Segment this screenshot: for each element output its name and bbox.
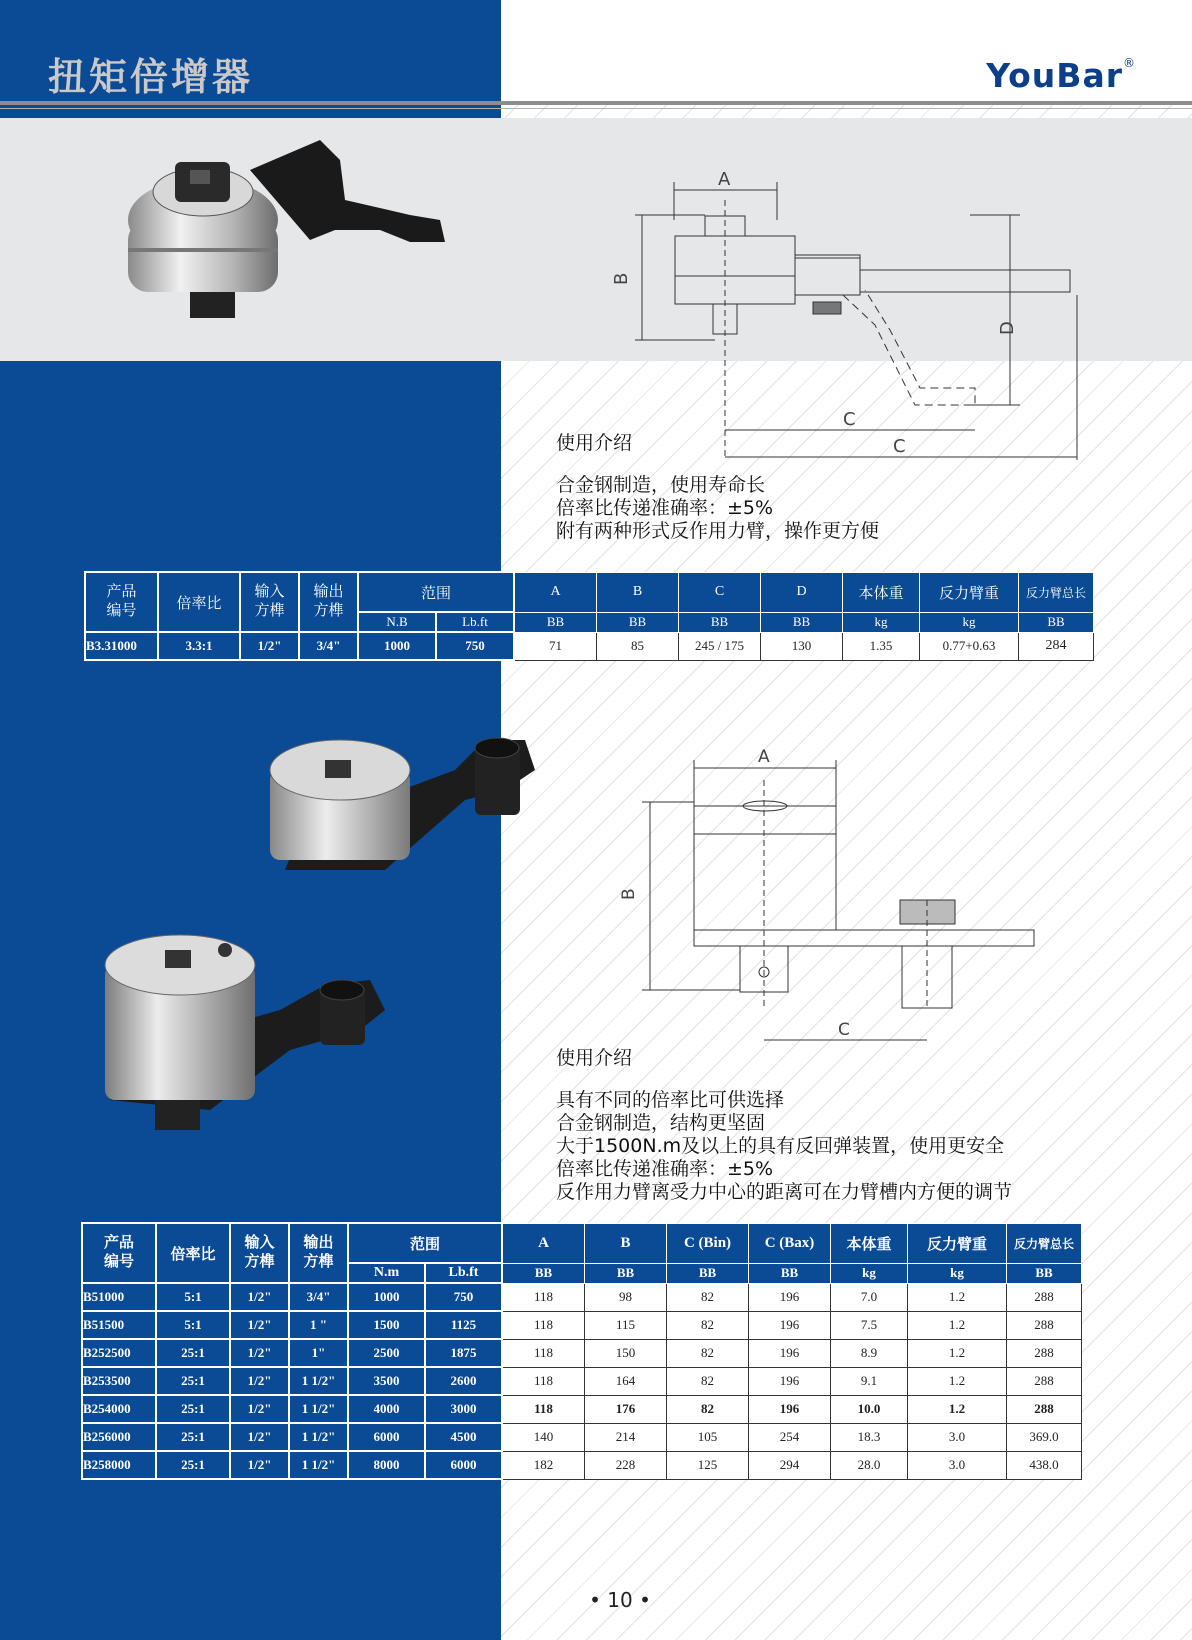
dim-label-a: A	[758, 747, 770, 767]
cell: 214	[585, 1423, 667, 1451]
cell: 8.9	[831, 1339, 908, 1367]
cell: 9.1	[831, 1367, 908, 1395]
page-title: 扭矩倍增器	[48, 55, 254, 99]
cell: 1 1/2"	[289, 1395, 348, 1423]
cell: 294	[749, 1451, 831, 1479]
col-c-max: C (Bax)	[749, 1223, 831, 1263]
usage-line: 大于1500N.m及以上的具有反回弹装置，使用更安全	[556, 1135, 1005, 1157]
cell: 3500	[348, 1367, 425, 1395]
unit: BB	[679, 612, 761, 632]
usage-intro-1	[556, 432, 879, 543]
cell: 8000	[348, 1451, 425, 1479]
cell: 750	[425, 1283, 502, 1311]
header-rule	[0, 101, 1192, 105]
cell: 25:1	[156, 1367, 230, 1395]
col-c: C	[679, 572, 761, 612]
cell: 5:1	[156, 1311, 230, 1339]
dim-label-a: A	[718, 169, 731, 190]
cell: B256000	[82, 1423, 156, 1451]
dim-label-b: B	[611, 272, 632, 285]
cell: 25:1	[156, 1451, 230, 1479]
dimension-drawing-1	[611, 160, 1085, 470]
cell: 28.0	[831, 1451, 908, 1479]
dimension-drawing-2	[619, 747, 1040, 1050]
usage-heading: 使用介绍	[556, 1047, 633, 1069]
table-row	[82, 1423, 1082, 1451]
cell: 1.2	[908, 1367, 1007, 1395]
col-a: A	[514, 572, 597, 612]
unit: BB	[1007, 1263, 1082, 1283]
table-row	[82, 1311, 1082, 1339]
col-b: B	[597, 572, 679, 612]
page-number: • 10 •	[589, 1588, 651, 1612]
cell: 196	[749, 1395, 831, 1423]
col-nm: N.B	[358, 612, 436, 632]
cell: 3/4"	[289, 1283, 348, 1311]
cell: 82	[667, 1339, 749, 1367]
cell: 1 1/2"	[289, 1423, 348, 1451]
cell: 196	[749, 1283, 831, 1311]
col-code: 产品 编号	[85, 572, 158, 632]
unit: BB	[761, 612, 843, 632]
cell: 150	[585, 1339, 667, 1367]
cell: 0.77+0.63	[920, 632, 1019, 660]
usage-line: 合金钢制造，结构更坚固	[556, 1112, 766, 1134]
col-lbft: Lb.ft	[425, 1263, 502, 1283]
unit: kg	[843, 612, 920, 632]
dim-label-b: B	[619, 888, 639, 900]
cell: 82	[667, 1367, 749, 1395]
cell: 25:1	[156, 1395, 230, 1423]
spec-table-2	[81, 1222, 1082, 1480]
usage-heading: 使用介绍	[556, 432, 633, 454]
cell: 1/2"	[230, 1423, 289, 1451]
dim-label-c1: C	[843, 409, 856, 430]
col-arm-weight: 反力臂重	[908, 1223, 1007, 1263]
cell: 1/2"	[230, 1451, 289, 1479]
cell: 82	[667, 1283, 749, 1311]
usage-line: 倍率比传递准确率：±5%	[556, 1158, 774, 1180]
product-photo-2	[265, 730, 555, 890]
unit: BB	[667, 1263, 749, 1283]
cell: 1/2"	[230, 1311, 289, 1339]
table-row	[82, 1451, 1082, 1479]
cell: 3/4"	[299, 632, 358, 660]
col-ratio: 倍率比	[158, 572, 240, 632]
cell: 1125	[425, 1311, 502, 1339]
cell: 1500	[348, 1311, 425, 1339]
table-row	[85, 632, 1094, 660]
cell: 1.2	[908, 1311, 1007, 1339]
cell: 245 / 175	[679, 632, 761, 660]
cell: 288	[1007, 1283, 1082, 1311]
cell: 118	[502, 1311, 585, 1339]
col-code: 产品 编号	[82, 1223, 156, 1283]
cell: 25:1	[156, 1339, 230, 1367]
usage-line: 倍率比传递准确率：±5%	[556, 497, 774, 519]
usage-intro-2	[556, 1047, 1012, 1204]
brand-logo: YouBar®	[986, 56, 1136, 95]
cell: 5:1	[156, 1283, 230, 1311]
cell: 196	[749, 1367, 831, 1395]
unit: kg	[920, 612, 1019, 632]
cell: 3000	[425, 1395, 502, 1423]
col-range: 范围	[358, 572, 514, 612]
cell: 2500	[348, 1339, 425, 1367]
cell: 3.0	[908, 1451, 1007, 1479]
spec-table-1	[84, 571, 1094, 661]
col-output: 输出 方榫	[299, 572, 358, 632]
col-arm-weight: 反力臂重	[920, 572, 1019, 612]
cell: 115	[585, 1311, 667, 1339]
cell: 7.5	[831, 1311, 908, 1339]
cell: 125	[667, 1451, 749, 1479]
col-b: B	[585, 1223, 667, 1263]
header-rule-thin	[0, 108, 1192, 109]
usage-line: 合金钢制造，使用寿命长	[556, 474, 766, 496]
cell: B51000	[82, 1283, 156, 1311]
cell: 18.3	[831, 1423, 908, 1451]
product-photo-3	[100, 930, 400, 1140]
cell: 105	[667, 1423, 749, 1451]
cell: 1/2"	[230, 1339, 289, 1367]
cell: 7.0	[831, 1283, 908, 1311]
cell: 85	[597, 632, 679, 660]
cell: 1/2"	[230, 1367, 289, 1395]
usage-line: 具有不同的倍率比可供选择	[556, 1089, 785, 1111]
cell: 4000	[348, 1395, 425, 1423]
cell: 98	[585, 1283, 667, 1311]
unit: BB	[502, 1263, 585, 1283]
dim-label-d: D	[997, 321, 1018, 335]
cell: 4500	[425, 1423, 502, 1451]
col-arm-length: 反力臂总长	[1007, 1223, 1082, 1263]
col-ratio: 倍率比	[156, 1223, 230, 1283]
cell: 1/2"	[230, 1283, 289, 1311]
cell: 118	[502, 1339, 585, 1367]
table-row	[82, 1283, 1082, 1311]
cell: 164	[585, 1367, 667, 1395]
cell: 130	[761, 632, 843, 660]
cell: 288	[1007, 1311, 1082, 1339]
cell: 1000	[358, 632, 436, 660]
col-lbft: Lb.ft	[436, 612, 514, 632]
cell: 1 1/2"	[289, 1451, 348, 1479]
table-row	[82, 1339, 1082, 1367]
col-arm-length: 反力臂总长	[1019, 572, 1094, 612]
product-photo-1	[110, 130, 480, 340]
cell: 2600	[425, 1367, 502, 1395]
cell: 288	[1007, 1395, 1082, 1423]
cell: 196	[749, 1311, 831, 1339]
cell: 82	[667, 1311, 749, 1339]
cell: B51500	[82, 1311, 156, 1339]
col-input: 输入 方榫	[240, 572, 299, 632]
col-input: 输入 方榫	[230, 1223, 289, 1283]
cell: 1.2	[908, 1283, 1007, 1311]
cell: 118	[502, 1283, 585, 1311]
cell: 1"	[289, 1339, 348, 1367]
cell: 182	[502, 1451, 585, 1479]
cell: 71	[514, 632, 597, 660]
dim-label-c: C	[838, 1020, 850, 1040]
col-body-weight: 本体重	[831, 1223, 908, 1263]
unit: kg	[831, 1263, 908, 1283]
table-row	[82, 1367, 1082, 1395]
cell: B258000	[82, 1451, 156, 1479]
cell: 118	[502, 1367, 585, 1395]
cell: 1 "	[289, 1311, 348, 1339]
cell: 3.0	[908, 1423, 1007, 1451]
cell: 6000	[425, 1451, 502, 1479]
col-body-weight: 本体重	[843, 572, 920, 612]
cell: 6000	[348, 1423, 425, 1451]
unit: BB	[749, 1263, 831, 1283]
cell: 288	[1007, 1339, 1082, 1367]
cell: 1.35	[843, 632, 920, 660]
cell: B253500	[82, 1367, 156, 1395]
col-c-min: C (Bin)	[667, 1223, 749, 1263]
unit: BB	[597, 612, 679, 632]
cell: 10.0	[831, 1395, 908, 1423]
cell: B254000	[82, 1395, 156, 1423]
usage-line: 反作用力臂离受力中心的距离可在力臂槽内方便的调节	[556, 1181, 1013, 1203]
cell: 3.3:1	[158, 632, 240, 660]
cell: 25:1	[156, 1423, 230, 1451]
table-row	[82, 1395, 1082, 1423]
unit: BB	[1019, 612, 1094, 632]
cell: B3.31000	[85, 632, 158, 660]
cell: 1875	[425, 1339, 502, 1367]
cell: 1.2	[908, 1395, 1007, 1423]
cell: 196	[749, 1339, 831, 1367]
cell: 438.0	[1007, 1451, 1082, 1479]
col-output: 输出 方榫	[289, 1223, 348, 1283]
cell: 1 1/2"	[289, 1367, 348, 1395]
dim-label-c2: C	[893, 436, 906, 457]
cell: 176	[585, 1395, 667, 1423]
unit: BB	[585, 1263, 667, 1283]
cell: 118	[502, 1395, 585, 1423]
cell: 750	[436, 632, 514, 660]
col-range: 范围	[348, 1223, 502, 1263]
col-a: A	[502, 1223, 585, 1263]
cell: 284	[1019, 632, 1094, 660]
cell: 1000	[348, 1283, 425, 1311]
cell: 82	[667, 1395, 749, 1423]
unit: BB	[514, 612, 597, 632]
col-d: D	[761, 572, 843, 612]
cell: B252500	[82, 1339, 156, 1367]
col-nm: N.m	[348, 1263, 425, 1283]
cell: 1/2"	[240, 632, 299, 660]
cell: 140	[502, 1423, 585, 1451]
cell: 1/2"	[230, 1395, 289, 1423]
cell: 288	[1007, 1367, 1082, 1395]
unit: kg	[908, 1263, 1007, 1283]
cell: 1.2	[908, 1339, 1007, 1367]
cell: 369.0	[1007, 1423, 1082, 1451]
cell: 254	[749, 1423, 831, 1451]
cell: 228	[585, 1451, 667, 1479]
usage-line: 附有两种形式反作用力臂，操作更方便	[556, 520, 880, 542]
